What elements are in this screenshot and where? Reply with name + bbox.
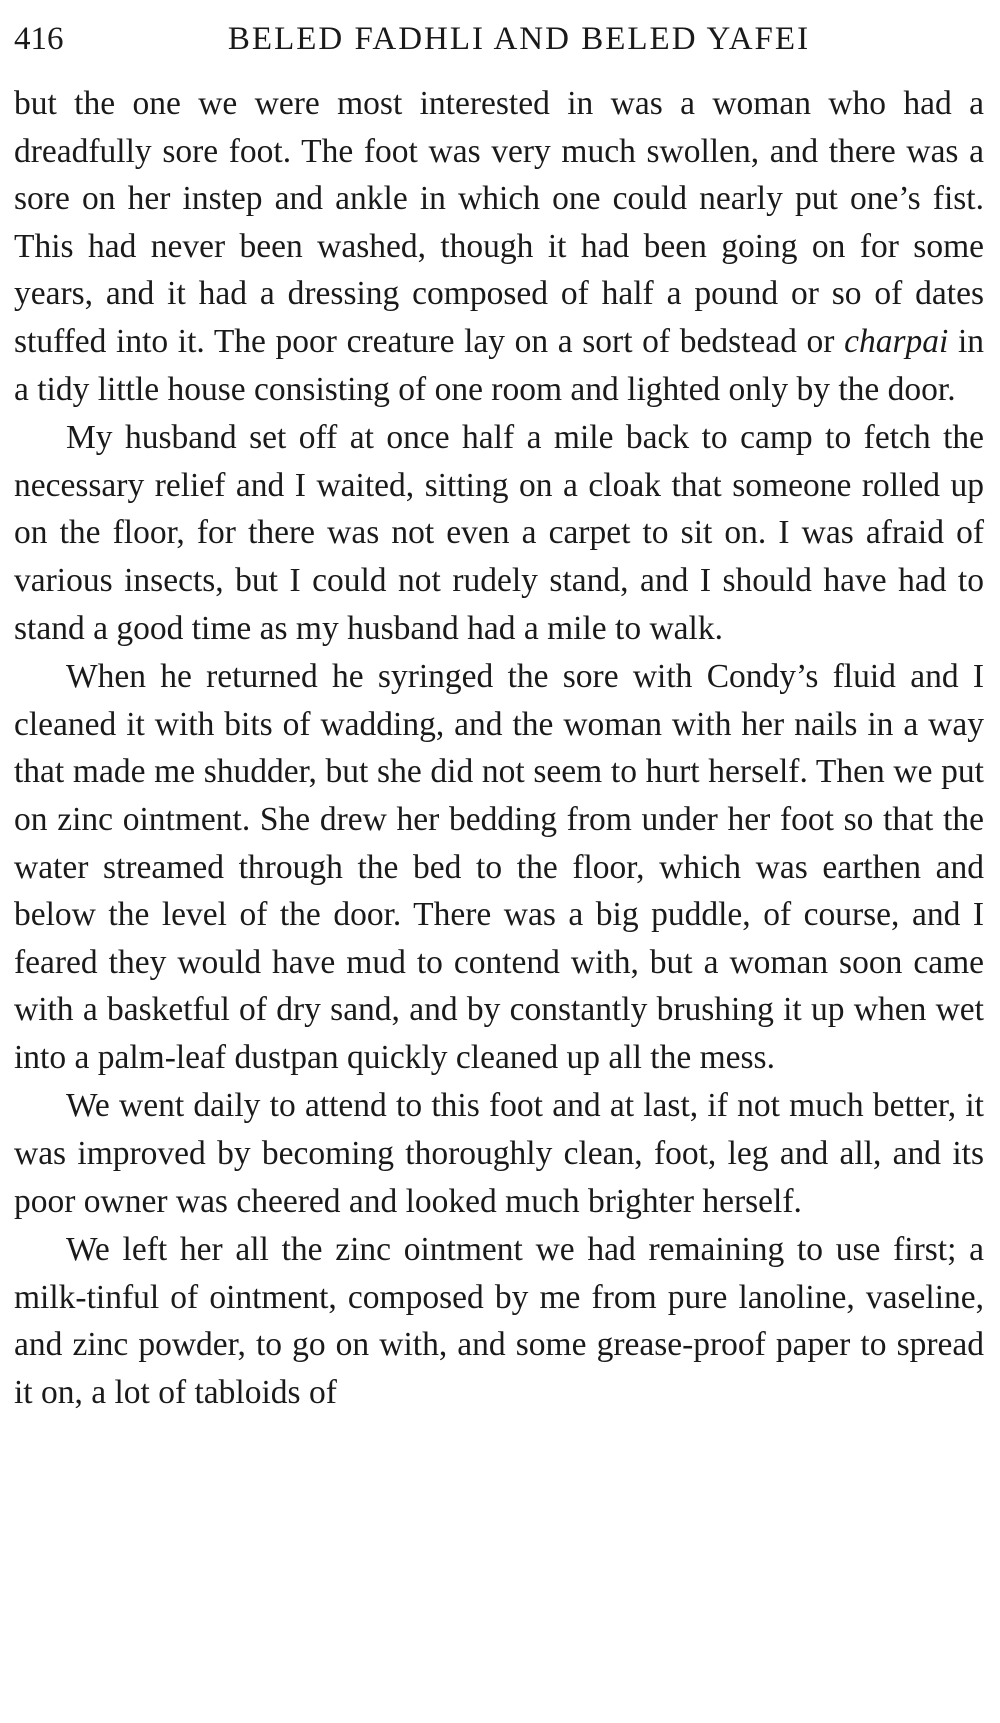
paragraph-1-text-end: in a tidy little house consisting of one room and lighted only by the door.	[14, 322, 985, 408]
running-head	[14, 14, 984, 64]
paragraph-3: When he returned he syringed the sore with Condy’s fluid and I cleaned it with bits of wadding, and the woman with her nails in a way that made me shudder, but she did not seem to hurt herself. Then we put on zinc ointment. She drew her bedding from under her foot so that the water streamed through the bed to the floor, which was earthen and below the level of the door. There was a big puddle, of course, and I feared they would have mud to contend with, but a woman soon came with a basketful of dry sand, and by constantly brushing it up when wet into a palm-leaf dustpan quickly cleaned up all the mess.	[14, 658, 984, 1076]
paragraph-1	[14, 80, 984, 413]
running-title: BELED FADHLI AND BELED YAFEI	[227, 21, 811, 57]
body-text	[14, 80, 984, 1417]
italic-term: charpai	[844, 322, 949, 360]
page-number: 416	[14, 21, 64, 57]
paragraph-5: We left her all the zinc ointment we had remaining to use first; a milk-tinful of ointment, composed by me from pure lanoline, vaseline, and zinc powder, to go on with, and some grease-proof paper to spread it on, a lot of tabloids of	[14, 1231, 984, 1412]
paragraph-4: We went daily to attend to this foot and at last, if not much better, it was improved by becoming thoroughly clean, foot, leg and all, and its poor owner was cheered and looked much brighter herself.	[14, 1087, 984, 1220]
paragraph-1-text-start: but the one we were most interested in was a woman who had a dreadfully sore foot. The foot was very much swollen, and there was a sore on her instep and ankle in which one could nearly put one’s fist. This had never been washed, though it had been going on for some years, and it had a dressing composed of half a pound or so of dates stuffed into it. The poor creature lay on a sort of bedstead or	[14, 85, 984, 360]
paragraph-2: My husband set off at once half a mile back to camp to fetch the necessary relief and I waited, sitting on a cloak that someone rolled up on the floor, for there was not even a carpet to sit on. I was afraid of various insects, but I could not rudely stand, and I should have had to stand a good time as my husband had a mile to walk.	[14, 419, 984, 647]
